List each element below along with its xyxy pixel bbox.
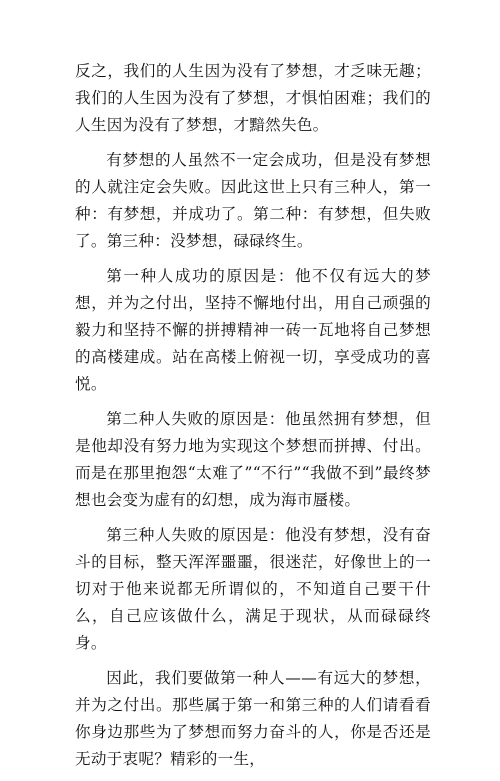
- article-body: [75, 58, 431, 781]
- paragraph-5: 第三种人失败的原因是：他没有梦想，没有奋斗的目标，整天浑浑噩噩，很迷茫，好像世上的一切对于他来说都无所谓似的，不知道自己要干什么，自己应该做什么，满足于现状，从而碌碌终身。: [75, 526, 431, 652]
- paragraph-2: 有梦想的人虽然不一定会成功，但是没有梦想的人就注定会失败。因此这世上只有三种人，第一种：有梦想，并成功了。第二种：有梦想，但失败了。第三种：没梦想，碌碌终生。: [75, 151, 431, 250]
- paragraph-3: 第一种人成功的原因是：他不仅有远大的梦想，并为之付出，坚持不懈地付出，用自己顽强的毅力和坚持不懈的拼搏精神一砖一瓦地将自己梦想的高楼建成。站在高楼上俯视一切，享受成功的喜悦。: [75, 267, 431, 393]
- paragraph-1: 反之，我们的人生因为没有了梦想，才乏味无趣；我们的人生因为没有了梦想，才惧怕困难；我们的人生因为没有了梦想，才黯然失色。: [75, 62, 431, 134]
- paragraph-6: 因此，我们要做第一种人——有远大的梦想，并为之付出。那些属于第一和第三种的人们请看看你身边那些为了梦想而努力奋斗的人，你是否还是无动于衷呢？精彩的一生，: [75, 669, 431, 768]
- paragraph-4: 第二种人失败的原因是：他虽然拥有梦想，但是他却没有努力地为实现这个梦想而拼搏、付出。而是在那里抱怨“太难了”“不行”“我做不到”最终梦想也会变为虚有的幻想，成为海市蜃楼。: [75, 410, 431, 509]
